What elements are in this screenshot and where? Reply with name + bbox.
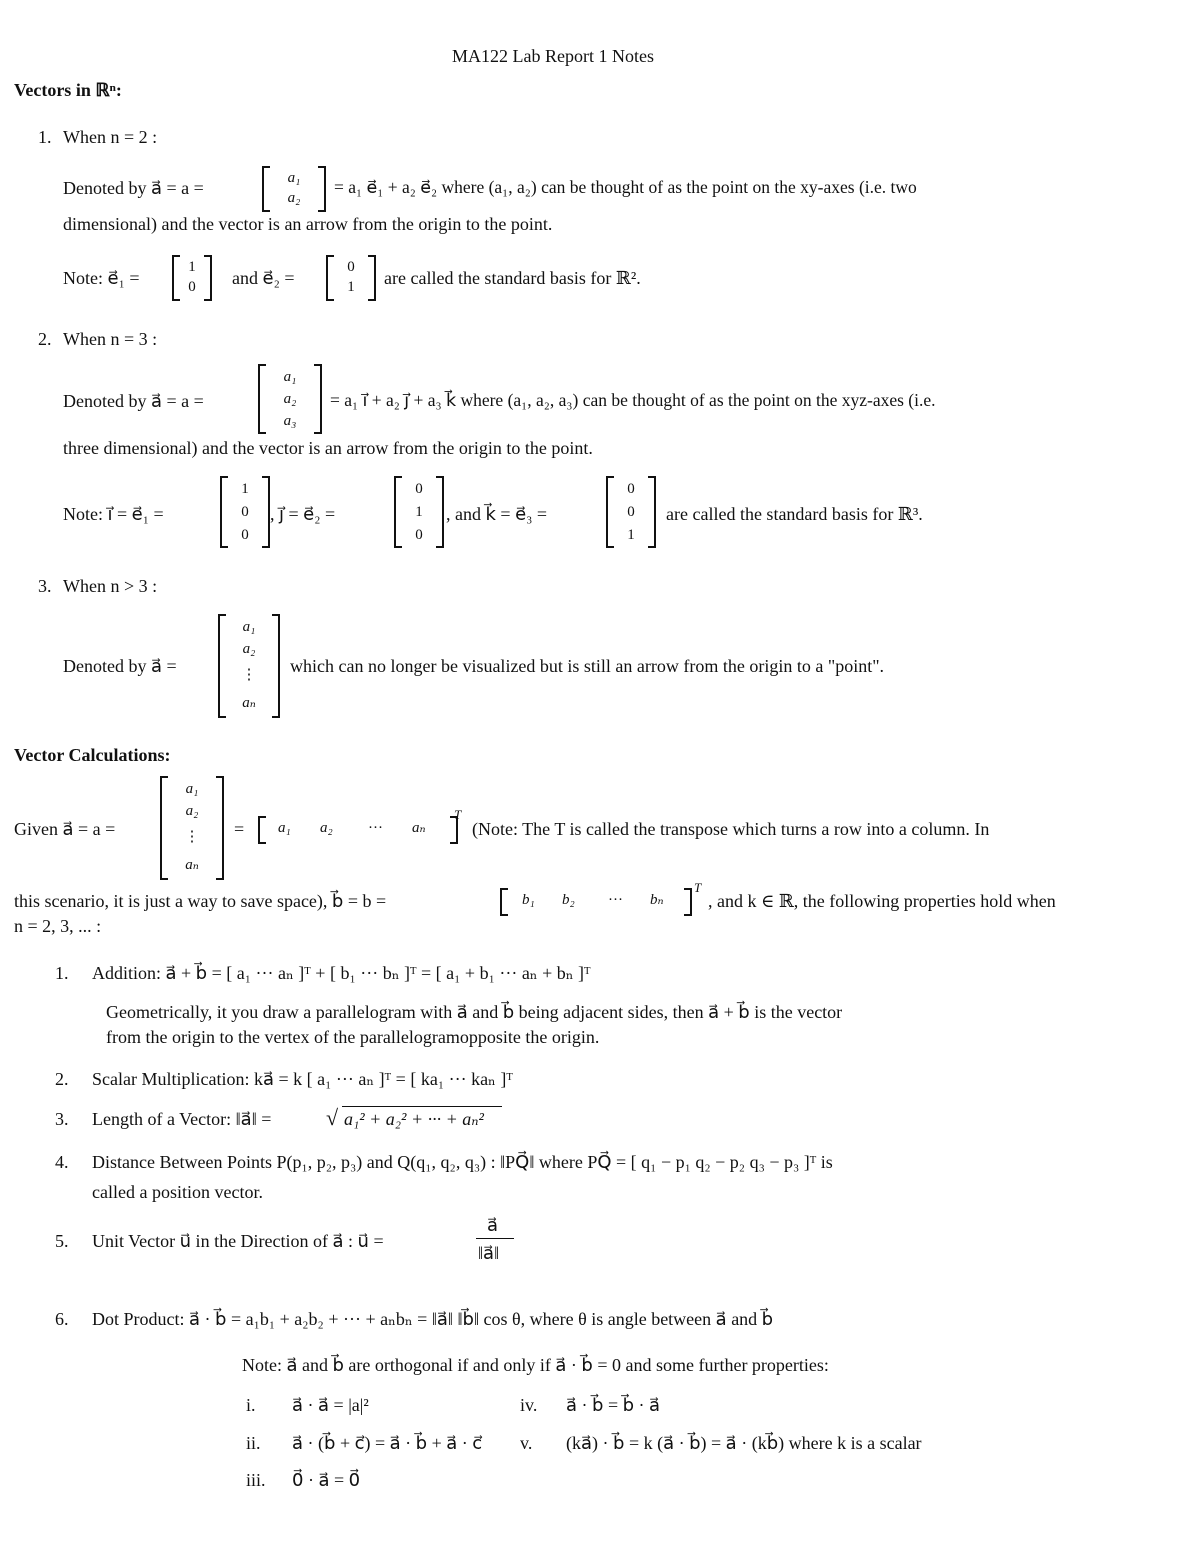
note-text: are called the standard basis for ℝ³. bbox=[666, 504, 923, 524]
paragraph-text: three dimensional) and the vector is an arrow from the origin to the point. bbox=[63, 438, 593, 458]
matrix-cell: 0 bbox=[241, 527, 249, 543]
item-heading: When n > 3 : bbox=[63, 576, 158, 596]
matrix-cell: 0 bbox=[627, 504, 635, 520]
row-cell: bₙ bbox=[650, 892, 664, 908]
note-text: , j⃗ = e⃗₂ = bbox=[270, 504, 336, 524]
dot-prop: 0⃗ · a⃗ = 0⃗ bbox=[292, 1470, 361, 1490]
row-vector-a bbox=[258, 816, 458, 840]
matrix-cell: a₃ bbox=[283, 413, 297, 429]
dot-prop: a⃗ · b⃗ = b⃗ · a⃗ bbox=[566, 1395, 661, 1415]
matrix-cell: 1 bbox=[241, 481, 249, 497]
prop-number: 6. bbox=[55, 1309, 69, 1329]
matrix-cell: 1 bbox=[347, 279, 355, 295]
paragraph-text: Given a⃗ = a = bbox=[14, 819, 116, 839]
dot-prop-number: i. bbox=[246, 1395, 256, 1415]
radicand: a₁² + a₂² + ··· + aₙ² bbox=[344, 1109, 484, 1129]
matrix-a-col bbox=[160, 776, 224, 880]
note-text: are called the standard basis for ℝ². bbox=[384, 268, 641, 288]
paragraph-text: which can no longer be visualized but is still an arrow from the origin to a "point". bbox=[290, 656, 885, 676]
matrix-e1 bbox=[172, 255, 212, 301]
paragraph-text: = a₁ e⃗₁ + a₂ e⃗₂ where (a₁, a₂) can be thought of as the point on the xy-axes (i.e. two bbox=[334, 177, 917, 197]
prop-scalar: Scalar Multiplication: ka⃗ = k [ a₁ ··· aₙ ]ᵀ = [ ka₁ ··· kaₙ ]ᵀ bbox=[92, 1069, 513, 1089]
row-vector-b bbox=[500, 888, 692, 912]
prop-text: Geometrically, it you draw a parallelogram with a⃗ and b⃗ being adjacent sides, then a⃗ + b⃗ is the vector bbox=[106, 1002, 843, 1022]
matrix-a-nd bbox=[218, 614, 280, 718]
note-text: Note: i⃗ = e⃗₁ = bbox=[63, 504, 164, 524]
paragraph-text: = a₁ i⃗ + a₂ j⃗ + a₃ k⃗ where (a₁, a₂, a₃) can be thought of as the point on the xyz-axes (i.e. bbox=[330, 390, 936, 410]
dot-prop-number: iv. bbox=[520, 1395, 538, 1415]
prop-text: from the origin to the vertex of the parallelogramopposite the origin. bbox=[106, 1027, 600, 1047]
matrix-e2 bbox=[326, 255, 376, 301]
paragraph-text: Denoted by a⃗ = a = bbox=[63, 178, 204, 198]
matrix-cell: a₂ bbox=[283, 391, 297, 407]
paragraph-text: (Note: The T is called the transpose which turns a row into a column. In bbox=[472, 819, 990, 839]
matrix-j bbox=[394, 476, 444, 548]
matrix-cell: a₁ bbox=[185, 781, 199, 797]
item-heading: When n = 2 : bbox=[63, 127, 158, 147]
matrix-cell: a₂ bbox=[185, 803, 199, 819]
transpose-sup: T bbox=[694, 880, 702, 895]
section-heading-vectors: Vectors in ℝⁿ: bbox=[14, 80, 122, 100]
dot-prop: a⃗ · a⃗ = |a|² bbox=[292, 1395, 369, 1415]
prop-length: Length of a Vector: ‖a⃗‖ = bbox=[92, 1109, 272, 1129]
dot-prop-number: iii. bbox=[246, 1470, 266, 1490]
sqrt-symbol: √ bbox=[326, 1105, 339, 1130]
row-cell: b₁ bbox=[522, 892, 535, 908]
paragraph-text: this scenario, it is just a way to save space), b⃗ = b = bbox=[14, 891, 387, 911]
prop-number: 2. bbox=[55, 1069, 69, 1089]
matrix-cell: a₁ bbox=[287, 170, 301, 186]
matrix-cell: 1 bbox=[188, 259, 196, 275]
equals-sign: = bbox=[234, 819, 245, 839]
row-cell: a₁ bbox=[278, 820, 291, 836]
sqrt-bar bbox=[342, 1106, 502, 1107]
paragraph-text: dimensional) and the vector is an arrow from the origin to the point. bbox=[63, 214, 553, 234]
paragraph-text: Denoted by a⃗ = bbox=[63, 656, 177, 676]
matrix-cell: 0 bbox=[415, 481, 423, 497]
row-cell: ··· bbox=[368, 820, 383, 836]
note-text: Note: e⃗₁ = bbox=[63, 268, 140, 288]
prop-number: 4. bbox=[55, 1152, 69, 1172]
page-title: MA122 Lab Report 1 Notes bbox=[452, 46, 654, 66]
matrix-cell: 0 bbox=[347, 259, 355, 275]
fraction-denominator: ‖a⃗‖ bbox=[478, 1243, 500, 1263]
matrix-a-3d bbox=[258, 364, 322, 434]
matrix-cell: aₙ bbox=[242, 695, 256, 711]
item-heading: When n = 3 : bbox=[63, 329, 158, 349]
fraction-numerator: a⃗ bbox=[487, 1215, 499, 1235]
matrix-i bbox=[220, 476, 270, 548]
prop-distance: Distance Between Points P(p₁, p₂, p₃) and Q(q₁, q₂, q₃) : ‖PQ⃗‖ where PQ⃗ = [ q₁ − p₁ q₂ − p₂ q₃ − p₃ ]ᵀ is bbox=[92, 1152, 833, 1172]
section-heading-calculations: Vector Calculations: bbox=[14, 745, 171, 765]
dot-prop-number: ii. bbox=[246, 1433, 261, 1453]
row-cell: a₂ bbox=[320, 820, 333, 836]
row-cell: ··· bbox=[608, 892, 623, 908]
note-text: and e⃗₂ = bbox=[232, 268, 295, 288]
prop-number: 5. bbox=[55, 1231, 69, 1251]
matrix-cell: aₙ bbox=[185, 857, 199, 873]
dot-prop-number: v. bbox=[520, 1433, 533, 1453]
matrix-cell: ⋮ bbox=[184, 829, 200, 845]
paragraph-text: n = 2, 3, ... : bbox=[14, 916, 102, 936]
paragraph-text: , and k ∈ ℝ, the following properties hold when bbox=[708, 891, 1056, 911]
matrix-cell: a₁ bbox=[242, 619, 256, 635]
prop-number: 1. bbox=[55, 963, 69, 983]
prop-number: 3. bbox=[55, 1109, 69, 1129]
row-cell: b₂ bbox=[562, 892, 575, 908]
matrix-cell: ⋮ bbox=[241, 667, 257, 683]
matrix-cell: 0 bbox=[188, 279, 196, 295]
matrix-cell: 1 bbox=[415, 504, 423, 520]
prop-dot-product: Dot Product: a⃗ · b⃗ = a₁b₁ + a₂b₂ + ··· + aₙbₙ = ‖a⃗‖ ‖b⃗‖ cos θ, where θ is angle between a⃗ and b⃗ bbox=[92, 1309, 774, 1329]
dot-prop: a⃗ · (b⃗ + c⃗) = a⃗ · b⃗ + a⃗ · c⃗ bbox=[292, 1433, 483, 1453]
paragraph-text: Denoted by a⃗ = a = bbox=[63, 391, 204, 411]
transpose-sup: T bbox=[454, 807, 462, 822]
matrix-cell: a₂ bbox=[287, 190, 301, 206]
prop-text: called a position vector. bbox=[92, 1182, 263, 1202]
item-number: 3. bbox=[38, 576, 52, 596]
item-number: 1. bbox=[38, 127, 52, 147]
matrix-a-2d bbox=[262, 166, 326, 212]
note-text: , and k⃗ = e⃗₃ = bbox=[446, 504, 548, 524]
prop-unit-vector: Unit Vector u⃗ in the Direction of a⃗ : u⃗ = bbox=[92, 1231, 384, 1251]
matrix-k bbox=[606, 476, 656, 548]
prop-addition: Addition: a⃗ + b⃗ = [ a₁ ··· aₙ ]ᵀ + [ b₁ ··· bₙ ]ᵀ = [ a₁ + b₁ ··· aₙ + bₙ ]ᵀ bbox=[92, 963, 591, 983]
matrix-cell: a₁ bbox=[283, 369, 297, 385]
matrix-cell: 0 bbox=[627, 481, 635, 497]
matrix-cell: 0 bbox=[241, 504, 249, 520]
row-cell: aₙ bbox=[412, 820, 426, 836]
matrix-cell: a₂ bbox=[242, 641, 256, 657]
matrix-cell: 1 bbox=[627, 527, 635, 543]
dot-note: Note: a⃗ and b⃗ are orthogonal if and only if a⃗ · b⃗ = 0 and some further properties: bbox=[242, 1355, 829, 1375]
item-number: 2. bbox=[38, 329, 52, 349]
dot-prop: (ka⃗) · b⃗ = k (a⃗ · b⃗) = a⃗ · (kb⃗) where k is a scalar bbox=[566, 1433, 922, 1453]
fraction-bar bbox=[476, 1238, 514, 1239]
matrix-cell: 0 bbox=[415, 527, 423, 543]
